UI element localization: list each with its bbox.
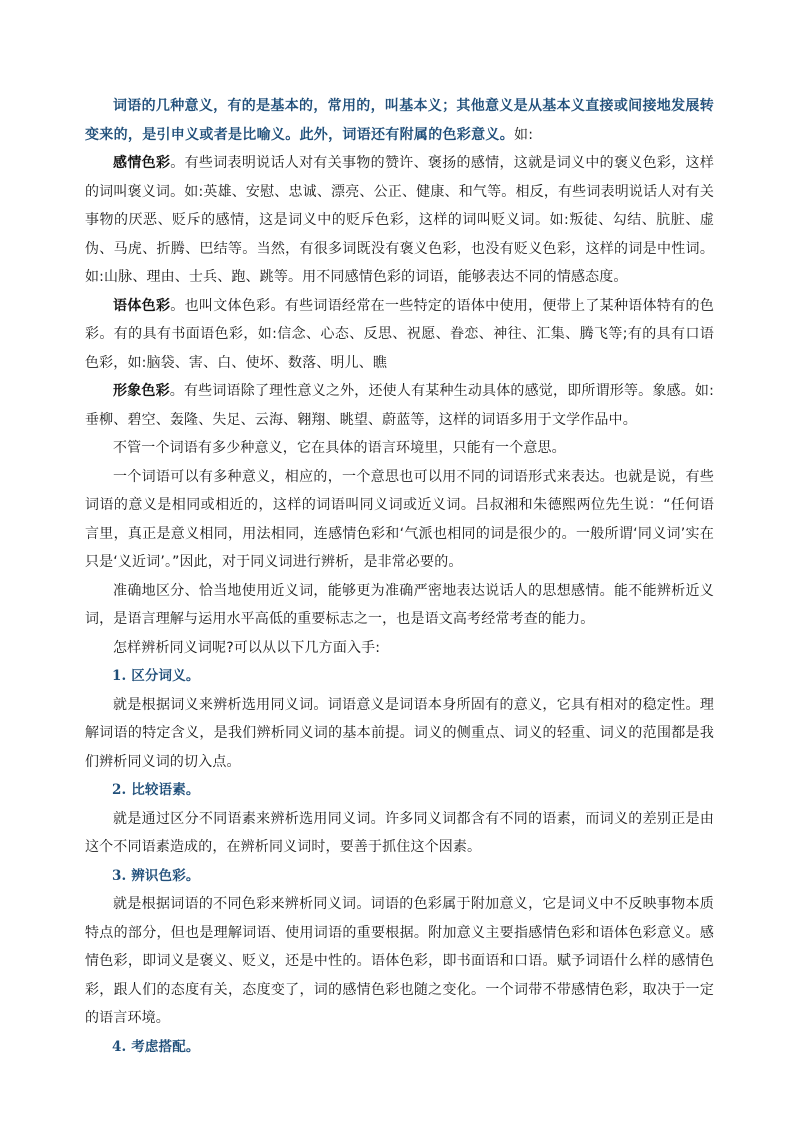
section-body-2: 就是通过区分不同语素来辨析选用同义词。许多同义词都含有不同的语素，而词义的差别正是由这个不同语素造成的，在辨析同义词时，要善于抓住这个因素。 xyxy=(85,810,714,855)
intro-suffix: 如: xyxy=(514,126,534,143)
intro-paragraph xyxy=(85,92,714,149)
image-color-text: 。有些词语除了理性意义之外，还使人有某种生动具体的感觉，即所谓形等。象感。如:垂柳、碧空、轰隆、失足、云海、翱翔、眺望、蔚蓝等，这样的词语多用于文学作品中。 xyxy=(85,383,714,428)
emotion-color-paragraph xyxy=(85,149,714,292)
section-heading-2: 2. 比较语素。 xyxy=(112,782,200,798)
style-color-paragraph xyxy=(85,292,714,378)
image-color-label: 形象色彩 xyxy=(113,383,170,399)
emotion-color-text: 。有些词表明说话人对有关事物的赞许、褒扬的感情，这就是词义中的褒义色彩，这样的词叫褒义词。如:英雄、安慰、忠诚、漂亮、公正、健康、和气等。相反，有些词表明说话人对有关事物的厌恶、贬斥的感情，这是词义中的贬斥色彩，这样的词叫贬义词。如:叛徒、勾结、肮脏、虚伪、马虎、折腾、巴结等。当然，有很多词既没有褒义色彩，也没有贬义色彩，这样的词是中性词。如:山脉、理由、士兵、跑、跳等。用不同感情色彩的词语，能够表达不同的情感态度。 xyxy=(85,155,714,285)
image-color-paragraph xyxy=(85,377,714,434)
style-color-label: 语体色彩 xyxy=(113,297,171,314)
synonym-paragraph: 一个词语可以有多种意义，相应的，一个意思也可以用不同的词语形式来表达。也就是说，有些词语的意义是相同或相近的，这样的词语叫同义词或近义词。吕叔湘和朱德熙两位先生说：“任何语言里，真正是意义相同，用法相同，连感情色彩和‘气派也相同的词是很少的。一般所谓‘同义词’实在只是‘义近词’。”因此，对于同义词进行辨析，是非常必要的。 xyxy=(85,468,714,570)
emotion-color-label: 感情色彩 xyxy=(113,155,171,171)
how-to-paragraph: 怎样辨析同义词呢?可以从以下几方面入手: xyxy=(113,639,381,656)
section-body-3: 就是根据词语的不同色彩来辨析同义词。词语的色彩属于附加意义，它是词义中不反映事物本质特点的部分，但也是理解词语、使用词语的重要根据。附加意义主要指感情色彩和语体色彩意义。感情色彩，即词义是褒义、贬义，还是中性的。语体色彩，即书面语和口语。赋予词语什么样的感情色彩，跟人们的态度有关，态度变了，词的感情色彩也随之变化。一个词带不带感情色彩，取决于一定的语言环境。 xyxy=(85,896,714,1026)
style-color-text: 。也叫文体色彩。有些词语经常在一些特定的语体中使用，便带上了某种语体特有的色彩。有的具有书面语色彩，如:信念、心态、反思、祝愿、眷恋、神往、汇集、腾飞等;有的具有口语色彩，如:脑袋、害、白、使坏、数落、明儿、瞧 xyxy=(85,297,714,371)
section-body-1: 就是根据词义来辨析选用同义词。词语意义是词语本身所固有的意义，它具有相对的稳定性。理解词语的特定含义，是我们辨析同义词的基本前提。词义的侧重点、词义的轻重、词义的范围都是我们辨析同义词的切入点。 xyxy=(85,696,714,770)
intro-text: 词语的几种意义，有的是基本的，常用的，叫基本义；其他意义是从基本义直接或间接地发展转变来的，是引申义或者是比喻义。此外，词语还有附属的色彩意义。 xyxy=(85,98,714,143)
section-heading-1: 1. 区分词义。 xyxy=(112,668,200,684)
accurate-usage-paragraph: 准确地区分、恰当地使用近义词，能够更为准确严密地表达说话人的思想感情。能不能辨析近义词，是语言理解与运用水平高低的重要标志之一，也是语文高考经常考查的能力。 xyxy=(85,582,714,627)
section-heading-4: 4. 考虑搭配。 xyxy=(112,1038,200,1055)
section-heading-3: 3. 辨识色彩。 xyxy=(112,867,200,884)
context-paragraph: 不管一个词语有多少种意义，它在具体的语言环境里，只能有一个意思。 xyxy=(113,440,566,456)
